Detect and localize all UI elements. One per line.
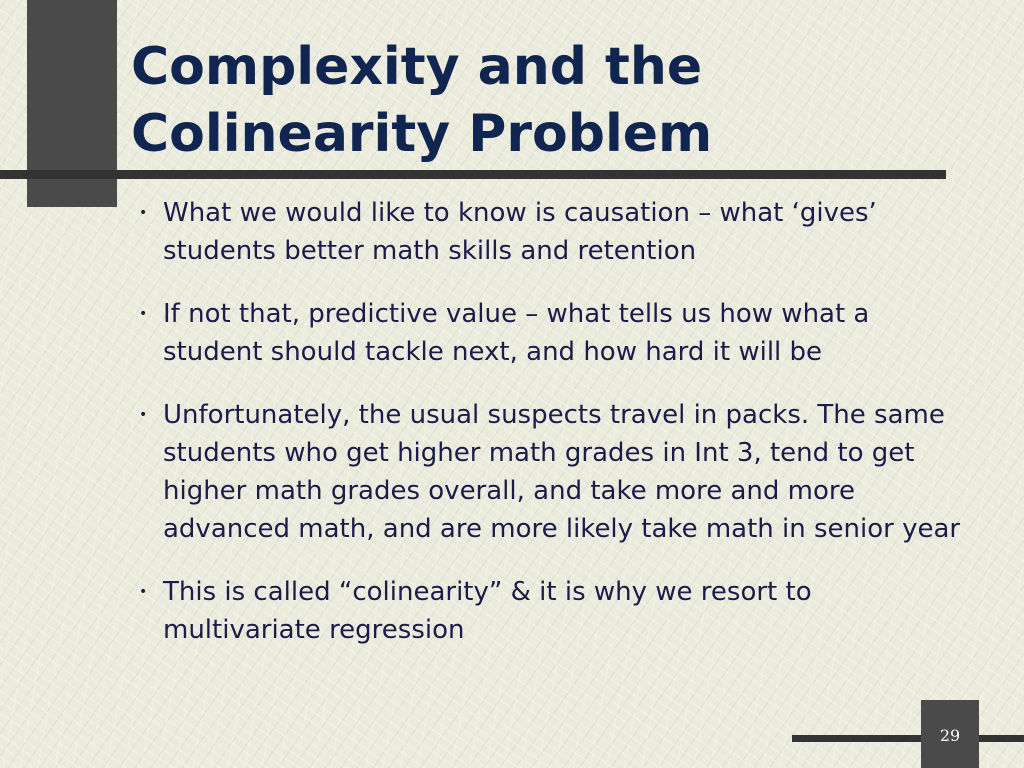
bullet-text: This is called “colinearity” & it is why we resort to multivariate regression: [163, 577, 812, 645]
bullet-item: [135, 194, 965, 270]
slide-title-line-2: Colinearity Problem: [131, 104, 713, 164]
bullet-item: [135, 573, 965, 649]
slide-title: [131, 34, 931, 168]
bullet-text: What we would like to know is causation – what ‘gives’ students better math skills and retention: [163, 198, 877, 266]
bullet-text: Unfortunately, the usual suspects travel in packs. The same students who get higher math grades in Int 3, tend to get higher math grades overall, and take more and more advanced math, and are more likely take math in senior year: [163, 400, 961, 544]
page-number: 29: [939, 726, 961, 745]
bullet-dot-icon: •: [139, 584, 148, 600]
bullet-list: [135, 194, 965, 674]
bullet-item: [135, 295, 965, 371]
bullet-dot-icon: •: [139, 407, 148, 423]
bullet-dot-icon: •: [139, 306, 148, 322]
slide-title-line-1: Complexity and the: [131, 37, 703, 97]
bullet-text: If not that, predictive value – what tells us how what a student should tackle next, and how hard it will be: [163, 299, 870, 367]
title-divider-rule: [0, 170, 946, 179]
bullet-item: [135, 396, 965, 548]
bullet-dot-icon: •: [139, 205, 148, 221]
footer-divider-rule: [792, 735, 1024, 742]
